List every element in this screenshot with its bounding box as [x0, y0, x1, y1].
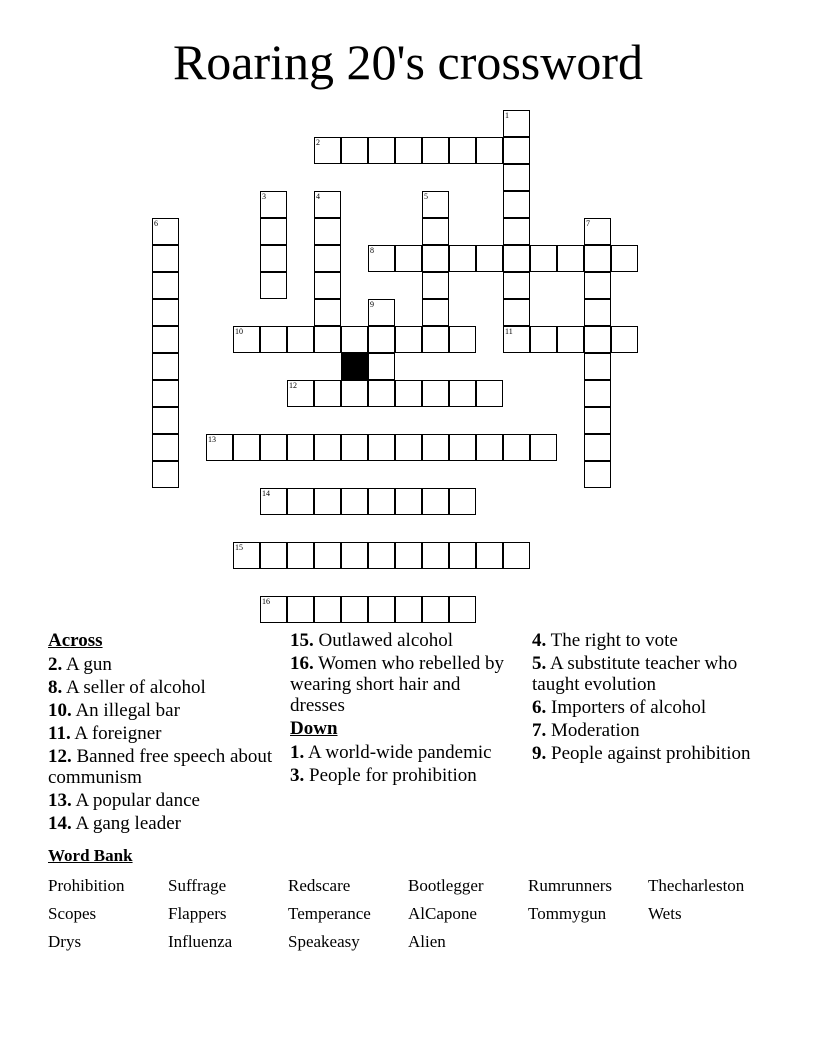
- grid-cell[interactable]: [368, 326, 395, 353]
- grid-cell[interactable]: [503, 137, 530, 164]
- grid-cell[interactable]: [314, 326, 341, 353]
- grid-cell[interactable]: [314, 272, 341, 299]
- clue-number: 10: [235, 327, 243, 336]
- grid-cell[interactable]: [422, 326, 449, 353]
- grid-cell[interactable]: [449, 380, 476, 407]
- grid-cell[interactable]: [557, 245, 584, 272]
- word-bank-item: Thecharleston: [648, 876, 745, 895]
- grid-cell[interactable]: [287, 326, 314, 353]
- word-bank-item: Flappers: [168, 904, 227, 923]
- grid-cell[interactable]: [152, 380, 179, 407]
- grid-cell[interactable]: [260, 596, 287, 623]
- grid-cell[interactable]: [422, 299, 449, 326]
- grid-cell[interactable]: [611, 245, 638, 272]
- grid-cell[interactable]: [368, 299, 395, 326]
- grid-cell[interactable]: [584, 434, 611, 461]
- grid-cell[interactable]: [584, 461, 611, 488]
- grid-cell[interactable]: [503, 434, 530, 461]
- clue-down-6: 6. Importers of alcohol: [532, 697, 707, 718]
- grid-cell[interactable]: [260, 542, 287, 569]
- word-bank-item: Prohibition: [48, 876, 125, 895]
- grid-cell[interactable]: [584, 218, 611, 245]
- grid-cell[interactable]: [422, 218, 449, 245]
- puzzle-title: Roaring 20's crossword: [172, 34, 644, 90]
- grid-cell[interactable]: [233, 542, 260, 569]
- clue-down-5: 5. A substitute teacher who taught evolution: [532, 653, 738, 695]
- grid-cell[interactable]: [584, 299, 611, 326]
- grid-cell[interactable]: [341, 434, 368, 461]
- grid-cell[interactable]: [449, 542, 476, 569]
- grid-cell[interactable]: [260, 218, 287, 245]
- clue-number: 14: [262, 489, 270, 498]
- clue-across-2: 2. A gun: [48, 654, 112, 675]
- grid-cell[interactable]: [395, 596, 422, 623]
- grid-cell[interactable]: [152, 353, 179, 380]
- grid-cell[interactable]: [314, 245, 341, 272]
- grid-cell[interactable]: [422, 245, 449, 272]
- grid-cell[interactable]: [530, 434, 557, 461]
- clue-number: 5: [424, 192, 428, 201]
- word-bank-item: Redscare: [288, 876, 351, 895]
- grid-cell[interactable]: [314, 434, 341, 461]
- grid-cell[interactable]: [611, 326, 638, 353]
- grid-cell[interactable]: [152, 299, 179, 326]
- grid-cell[interactable]: [368, 488, 395, 515]
- word-bank-item: Drys: [48, 932, 82, 951]
- grid-cell[interactable]: [152, 461, 179, 488]
- grid-cell[interactable]: [368, 353, 395, 380]
- grid-cell[interactable]: [314, 596, 341, 623]
- grid-cell[interactable]: [314, 380, 341, 407]
- clue-across-15: 15. Outlawed alcohol: [290, 630, 454, 651]
- grid-cell[interactable]: [530, 326, 557, 353]
- clue-down-7: 7. Moderation: [532, 720, 640, 741]
- grid-cell[interactable]: [422, 272, 449, 299]
- grid-cell[interactable]: [341, 542, 368, 569]
- clue-number: 4: [316, 192, 320, 201]
- clue-number: 7: [586, 219, 590, 228]
- grid-cell[interactable]: [260, 191, 287, 218]
- grid-cell[interactable]: [287, 434, 314, 461]
- grid-cell[interactable]: [260, 272, 287, 299]
- clues-column-3: [532, 630, 762, 766]
- down-heading: Down: [290, 718, 338, 739]
- grid-cell[interactable]: [476, 137, 503, 164]
- grid-cell[interactable]: [314, 488, 341, 515]
- clue-across-10: 10. An illegal bar: [48, 700, 180, 721]
- grid-cell[interactable]: [287, 596, 314, 623]
- grid-cell[interactable]: [341, 137, 368, 164]
- clue-number: 12: [289, 381, 297, 390]
- grid-cell[interactable]: [449, 434, 476, 461]
- clue-number: 16: [262, 597, 270, 606]
- grid-cell[interactable]: [449, 137, 476, 164]
- grid-cell[interactable]: [422, 191, 449, 218]
- grid-cell[interactable]: [449, 326, 476, 353]
- grid-cell[interactable]: [530, 245, 557, 272]
- grid-cell[interactable]: [449, 245, 476, 272]
- grid-cell[interactable]: [422, 137, 449, 164]
- word-bank-item: Speakeasy: [288, 932, 360, 951]
- grid-cell[interactable]: [422, 488, 449, 515]
- clues-column-2: [290, 630, 520, 788]
- grid-cell[interactable]: [503, 218, 530, 245]
- clue-number: 8: [370, 246, 374, 255]
- grid-cell[interactable]: [260, 488, 287, 515]
- grid-cell[interactable]: [152, 407, 179, 434]
- grid-cell[interactable]: [368, 542, 395, 569]
- word-bank-item: Scopes: [48, 904, 97, 923]
- clue-number: 11: [505, 327, 513, 336]
- grid-cell[interactable]: [314, 299, 341, 326]
- grid-cell[interactable]: [422, 596, 449, 623]
- word-bank-item: Influenza: [168, 932, 233, 951]
- word-bank-item: AlCapone: [408, 904, 477, 923]
- grid-cell[interactable]: [260, 434, 287, 461]
- grid-cell[interactable]: [395, 434, 422, 461]
- clue-down-1: 1. A world-wide pandemic: [290, 742, 492, 763]
- grid-cell[interactable]: [395, 326, 422, 353]
- grid-cell[interactable]: [206, 434, 233, 461]
- grid-cell[interactable]: [476, 434, 503, 461]
- clue-across-14: 14. A gang leader: [48, 813, 181, 834]
- grid-cell[interactable]: [395, 245, 422, 272]
- grid-cell[interactable]: [368, 245, 395, 272]
- clue-number: 1: [505, 111, 509, 120]
- grid-cell[interactable]: [503, 110, 530, 137]
- clue-number: 15: [235, 543, 243, 552]
- grid-cell[interactable]: [503, 299, 530, 326]
- grid-cell[interactable]: [503, 164, 530, 191]
- word-bank-item: Tommygun: [528, 904, 607, 923]
- grid-cell[interactable]: [503, 326, 530, 353]
- word-bank-title: Word Bank: [48, 846, 133, 865]
- clue-down-4: 4. The right to vote: [532, 630, 678, 651]
- grid-cell[interactable]: [314, 542, 341, 569]
- grid-cell[interactable]: [422, 434, 449, 461]
- clue-number: 9: [370, 300, 374, 309]
- grid-cell[interactable]: [341, 380, 368, 407]
- grid-cell[interactable]: [449, 488, 476, 515]
- clue-across-8: 8. A seller of alcohol: [48, 677, 206, 698]
- grid-cell[interactable]: [395, 488, 422, 515]
- grid-cell[interactable]: [422, 542, 449, 569]
- grid-cell[interactable]: [503, 245, 530, 272]
- grid-cell[interactable]: [233, 434, 260, 461]
- clue-down-3: 3. People for prohibition: [290, 765, 477, 786]
- grid-cell[interactable]: [314, 218, 341, 245]
- grid-cell[interactable]: [368, 380, 395, 407]
- grid-cell[interactable]: [395, 137, 422, 164]
- clue-number: 6: [154, 219, 158, 228]
- grid-cell[interactable]: [503, 542, 530, 569]
- grid-cell[interactable]: [152, 434, 179, 461]
- clue-number: 2: [316, 138, 320, 147]
- grid-cell[interactable]: [152, 272, 179, 299]
- word-bank-item: Alien: [408, 932, 446, 951]
- grid-cell[interactable]: [584, 245, 611, 272]
- grid-cell[interactable]: [503, 272, 530, 299]
- grid-cell[interactable]: [341, 488, 368, 515]
- grid-cell[interactable]: [152, 245, 179, 272]
- grid-cell[interactable]: [260, 326, 287, 353]
- clues-column-1: [48, 630, 278, 836]
- word-bank-item: Wets: [648, 904, 682, 923]
- grid-cell[interactable]: [368, 434, 395, 461]
- grid-cell[interactable]: [584, 380, 611, 407]
- grid-block: [341, 353, 368, 380]
- grid-cell[interactable]: [476, 380, 503, 407]
- clue-across-16: 16. Women who rebelled by wearing short hair and dresses: [290, 653, 504, 716]
- grid-cell[interactable]: [341, 326, 368, 353]
- grid-cell[interactable]: [152, 218, 179, 245]
- word-bank-item: Suffrage: [168, 876, 227, 895]
- clue-number: 13: [208, 435, 216, 444]
- grid-cell[interactable]: [476, 542, 503, 569]
- grid-cell[interactable]: [584, 326, 611, 353]
- grid-cell[interactable]: [557, 326, 584, 353]
- word-bank-item: Temperance: [288, 904, 371, 923]
- grid-cell[interactable]: [584, 272, 611, 299]
- across-heading: Across: [48, 630, 103, 651]
- grid-cell[interactable]: [368, 137, 395, 164]
- grid-cell[interactable]: [287, 542, 314, 569]
- word-bank-item: Bootlegger: [408, 876, 484, 895]
- grid-cell[interactable]: [584, 353, 611, 380]
- grid-cell[interactable]: [503, 191, 530, 218]
- grid-cell[interactable]: [395, 542, 422, 569]
- grid-cell[interactable]: [584, 407, 611, 434]
- grid-cell[interactable]: [422, 380, 449, 407]
- clue-across-12: 12. Banned free speech about communism: [48, 746, 273, 788]
- grid-cell[interactable]: [287, 380, 314, 407]
- grid-cell[interactable]: [260, 245, 287, 272]
- grid-cell[interactable]: [233, 326, 260, 353]
- clue-down-9: 9. People against prohibition: [532, 743, 751, 764]
- clue-number: 3: [262, 192, 266, 201]
- clue-across-11: 11. A foreigner: [48, 723, 162, 744]
- grid-cell[interactable]: [476, 245, 503, 272]
- grid-cell[interactable]: [314, 137, 341, 164]
- word-bank-item: Rumrunners: [528, 876, 613, 895]
- clue-across-13: 13. A popular dance: [48, 790, 200, 811]
- grid-cell[interactable]: [449, 596, 476, 623]
- grid-cell[interactable]: [287, 488, 314, 515]
- grid-cell[interactable]: [341, 596, 368, 623]
- grid-cell[interactable]: [368, 596, 395, 623]
- grid-cell[interactable]: [395, 380, 422, 407]
- grid-cell[interactable]: [314, 191, 341, 218]
- grid-cell[interactable]: [152, 326, 179, 353]
